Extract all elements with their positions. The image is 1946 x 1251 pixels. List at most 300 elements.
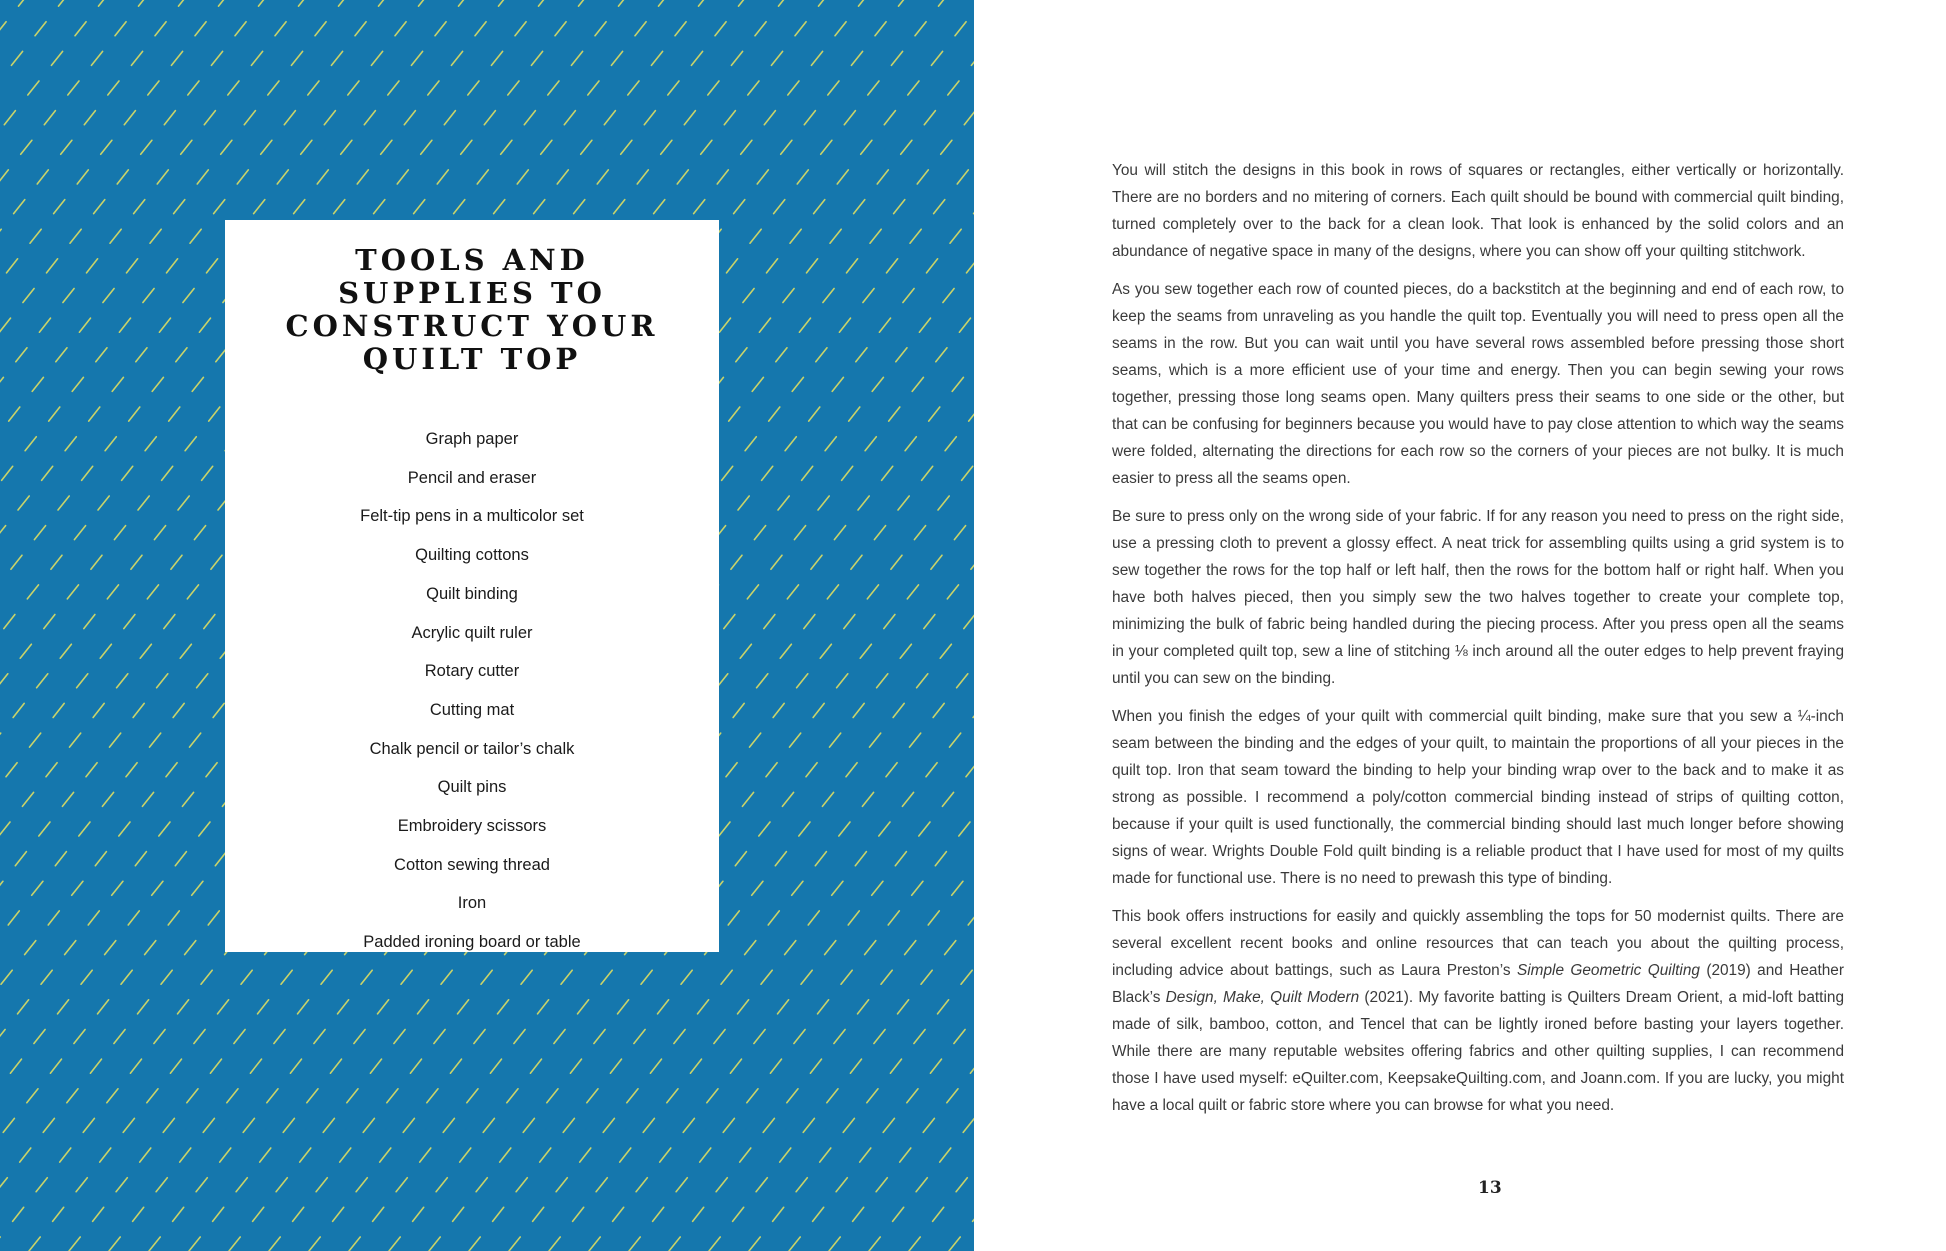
stitch-mark <box>797 674 808 688</box>
paragraph-text: This book offers instructions for easily and quickly assembling the tops for 50 modernist quilts. There are several excellent recent books and online resources that can teach you about the quilting process, including advice about battings, such as Laura Preston’s <box>1112 908 1844 979</box>
supply-item: Padded ironing board or table <box>363 933 581 952</box>
stitch-mark <box>637 170 648 184</box>
stitch-mark <box>959 318 970 332</box>
supply-item: Rotary cutter <box>424 662 520 681</box>
stitch-mark <box>691 51 702 65</box>
stitch-mark <box>196 1178 207 1192</box>
stitch-mark <box>574 200 585 214</box>
stitch-mark <box>126 763 137 777</box>
stitch-mark <box>148 81 159 95</box>
stitch-mark <box>643 1118 654 1132</box>
stitch-mark <box>589 1237 600 1251</box>
stitch-mark <box>348 81 359 95</box>
stitch-mark <box>588 81 599 95</box>
stitch-mark <box>7 259 18 273</box>
stitch-mark <box>235 22 246 36</box>
stitch-mark <box>274 1030 285 1044</box>
stitch-mark <box>173 1207 184 1221</box>
stitch-mark <box>134 200 145 214</box>
stitch-mark <box>524 111 535 125</box>
stitch-mark <box>124 111 135 125</box>
stitch-mark <box>849 407 860 421</box>
stitch-mark <box>766 763 777 777</box>
stitch-mark <box>540 1148 551 1162</box>
stitch-mark <box>119 822 130 836</box>
stitch-mark <box>142 792 153 806</box>
stitch-mark <box>877 674 888 688</box>
book-title: Simple Geometric Quilting <box>1516 962 1700 979</box>
supply-item: Graph paper <box>425 430 519 448</box>
stitch-mark <box>117 674 128 688</box>
stitch-mark <box>865 437 876 451</box>
stitch-mark <box>50 1059 61 1073</box>
stitch-mark <box>636 1178 647 1192</box>
stitch-mark <box>468 81 479 95</box>
stitch-mark <box>548 81 559 95</box>
stitch-mark <box>854 200 865 214</box>
stitch-mark <box>83 1118 94 1132</box>
stitch-mark <box>917 170 928 184</box>
stitch-mark <box>27 1089 38 1103</box>
stitch-mark <box>955 22 966 36</box>
stitch-mark <box>900 1148 911 1162</box>
stitch-mark <box>788 81 799 95</box>
supply-item: Quilt binding <box>426 584 518 603</box>
stitch-mark <box>388 81 399 95</box>
stitch-mark <box>938 1000 949 1014</box>
stitch-mark <box>839 822 850 836</box>
stitch-mark <box>11 555 22 569</box>
stitch-mark <box>779 0 790 6</box>
stitch-mark <box>661 140 672 154</box>
stitch-mark <box>717 170 728 184</box>
stitch-mark <box>23 289 34 303</box>
stitch-mark <box>538 1000 549 1014</box>
stitch-mark <box>818 496 829 510</box>
stitch-mark <box>95 852 106 866</box>
stitch-mark <box>587 1089 598 1103</box>
stitch-mark <box>171 555 182 569</box>
stitch-mark <box>869 1237 880 1251</box>
stitch-mark <box>523 1118 534 1132</box>
stitch-mark <box>604 111 615 125</box>
stitch-mark <box>394 1030 405 1044</box>
stitch-mark <box>276 1178 287 1192</box>
stitch-mark <box>910 229 921 243</box>
stitch-mark <box>107 1089 118 1103</box>
stitch-mark <box>699 0 710 6</box>
stitch-mark <box>195 22 206 36</box>
stitch-mark <box>776 348 787 362</box>
stitch-mark <box>90 1059 101 1073</box>
stitch-mark <box>738 496 749 510</box>
stitch-mark <box>851 555 862 569</box>
stitch-mark <box>211 555 222 569</box>
stitch-mark <box>127 259 138 273</box>
stitch-mark <box>813 1207 824 1221</box>
stitch-mark <box>309 1237 320 1251</box>
stitch-mark <box>930 1059 941 1073</box>
stitch-mark <box>792 377 803 391</box>
stitch-mark <box>667 1089 678 1103</box>
stitch-mark <box>474 1030 485 1044</box>
stitch-mark <box>905 941 916 955</box>
stitch-mark <box>816 348 827 362</box>
stitch-mark <box>863 289 874 303</box>
stitch-mark <box>93 1207 104 1221</box>
stitch-mark <box>333 1207 344 1221</box>
stitch-mark <box>961 970 972 984</box>
stitch-mark <box>307 1089 318 1103</box>
stitch-mark <box>451 51 462 65</box>
stitch-mark <box>467 1089 478 1103</box>
stitch-mark <box>211 51 222 65</box>
stitch-mark <box>957 170 968 184</box>
stitch-mark <box>895 852 906 866</box>
body-text <box>1112 157 1844 1130</box>
stitch-mark <box>105 941 116 955</box>
stitch-mark <box>573 1207 584 1221</box>
stitch-mark <box>135 852 146 866</box>
stitch-mark <box>787 585 798 599</box>
stitch-mark <box>89 407 100 421</box>
stitch-mark <box>185 941 196 955</box>
stitch-mark <box>355 22 366 36</box>
stitch-mark <box>0 229 1 243</box>
stitch-mark <box>740 1148 751 1162</box>
stitch-mark <box>461 140 472 154</box>
stitch-mark <box>745 437 756 451</box>
stitch-mark <box>950 229 961 243</box>
supply-item: Embroidery scissors <box>397 817 547 836</box>
stitch-mark <box>919 318 930 332</box>
page-number: 13 <box>1478 1178 1502 1198</box>
stitch-mark <box>156 1178 167 1192</box>
stitch-mark <box>9 407 20 421</box>
stitch-mark <box>443 1118 454 1132</box>
stitch-mark <box>716 1178 727 1192</box>
stitch-mark <box>59 0 70 6</box>
stitch-mark <box>860 1148 871 1162</box>
stitch-mark <box>731 51 742 65</box>
stitch-mark <box>173 703 184 717</box>
stitch-mark <box>924 615 935 629</box>
stitch-mark <box>825 941 836 955</box>
stitch-mark <box>858 1000 869 1014</box>
stitch-mark <box>46 763 57 777</box>
stitch-mark <box>749 1237 760 1251</box>
stitch-mark <box>218 1000 229 1014</box>
stitch-mark <box>37 170 48 184</box>
stitch-mark <box>818 1000 829 1014</box>
stitch-mark <box>768 911 779 925</box>
stitch-mark <box>941 140 952 154</box>
stitch-mark <box>133 1207 144 1221</box>
stitch-mark <box>338 1000 349 1014</box>
stitch-mark <box>827 585 838 599</box>
stitch-mark <box>84 111 95 125</box>
stitch-mark <box>952 377 963 391</box>
stitch-mark <box>715 22 726 36</box>
supply-item: Felt-tip pens in a multicolor set <box>360 507 584 526</box>
stitch-mark <box>227 1089 238 1103</box>
stitch-mark <box>500 1148 511 1162</box>
stitch-mark <box>733 1207 744 1221</box>
stitch-mark <box>707 1089 718 1103</box>
stitch-mark <box>434 1030 445 1044</box>
stitch-mark <box>547 1089 558 1103</box>
stitch-mark <box>531 51 542 65</box>
stitch-mark <box>53 703 64 717</box>
stitch-mark <box>25 941 36 955</box>
stitch-mark <box>411 51 422 65</box>
stitch-mark <box>441 970 452 984</box>
stitch-mark <box>323 1118 334 1132</box>
stitch-mark <box>199 822 210 836</box>
stitch-mark <box>754 1030 765 1044</box>
stitch-mark <box>724 615 735 629</box>
stitch-mark <box>20 644 31 658</box>
stitch-mark <box>933 703 944 717</box>
stitch-mark <box>561 970 572 984</box>
stitch-mark <box>324 111 335 125</box>
stitch-mark <box>556 1178 567 1192</box>
stitch-mark <box>742 792 753 806</box>
stitch-mark <box>901 140 912 154</box>
stitch-mark <box>74 1030 85 1044</box>
stitch-mark <box>30 733 41 747</box>
stitch-mark <box>735 852 746 866</box>
stitch-mark <box>53 1207 64 1221</box>
stitch-mark <box>619 0 630 6</box>
stitch-mark <box>747 585 758 599</box>
stitch-mark <box>924 111 935 125</box>
stitch-mark <box>298 1000 309 1014</box>
stitch-mark <box>79 822 90 836</box>
stitch-mark <box>917 674 928 688</box>
stitch-mark <box>719 822 730 836</box>
stitch-mark <box>206 763 217 777</box>
stitch-mark <box>945 437 956 451</box>
stitch-mark <box>87 259 98 273</box>
stitch-mark <box>891 555 902 569</box>
stitch-mark <box>799 822 810 836</box>
stitch-mark <box>813 703 824 717</box>
stitch-mark <box>460 1148 471 1162</box>
stitch-mark <box>237 170 248 184</box>
right-page <box>974 0 1946 1251</box>
stitch-mark <box>954 1030 965 1044</box>
stitch-mark <box>18 1000 29 1014</box>
stitch-mark <box>168 911 179 925</box>
stitch-mark <box>956 1178 967 1192</box>
stitch-mark <box>701 140 712 154</box>
stitch-mark <box>947 1089 958 1103</box>
stitch-mark <box>347 1089 358 1103</box>
stitch-mark <box>659 0 670 6</box>
stitch-mark <box>949 1237 960 1251</box>
stitch-mark <box>25 437 36 451</box>
stitch-mark <box>820 644 831 658</box>
stitch-mark <box>51 51 62 65</box>
stitch-mark <box>923 1118 934 1132</box>
stitch-mark <box>69 1237 80 1251</box>
stitch-mark <box>629 1237 640 1251</box>
stitch-mark <box>122 466 133 480</box>
stitch-mark <box>730 1059 741 1073</box>
stitch-mark <box>84 615 95 629</box>
stitch-mark <box>804 111 815 125</box>
stitch-mark <box>234 1030 245 1044</box>
stitch-mark <box>770 1059 781 1073</box>
stitch-mark <box>13 703 24 717</box>
stitch-mark <box>785 437 796 451</box>
stitch-mark <box>867 1089 878 1103</box>
stitch-mark <box>883 1118 894 1132</box>
stitch-mark <box>803 1118 814 1132</box>
stitch-mark <box>0 170 8 184</box>
stitch-mark <box>268 81 279 95</box>
stitch-mark <box>413 1207 424 1221</box>
stitch-mark <box>884 615 895 629</box>
stitch-mark <box>570 1059 581 1073</box>
stitch-mark <box>579 0 590 6</box>
stitch-mark <box>60 1148 71 1162</box>
stitch-mark <box>796 1178 807 1192</box>
stitch-mark <box>141 140 152 154</box>
stitch-mark <box>139 0 150 6</box>
stitch-mark <box>86 763 97 777</box>
supplies-box <box>225 220 719 952</box>
stitch-mark <box>533 1207 544 1221</box>
stitch-mark <box>180 1148 191 1162</box>
stitch-mark <box>862 792 873 806</box>
stitch-mark <box>858 496 869 510</box>
stitch-mark <box>171 51 182 65</box>
stitch-mark <box>853 1207 864 1221</box>
stitch-mark <box>755 22 766 36</box>
stitch-mark <box>91 51 102 65</box>
paragraph: Be sure to press only on the wrong side of your fabric. If for any reason you need to press on the right side, use a pressing cloth to prevent a glossy effect. A neat trick for assembling quilts using a grid system is to sew together the rows for the top half or left half, then the rows for the bottom half or right half. When you have both halves pieced, then you simply sew the two halves together to create your complete top, minimizing the bulk of fabric being handled during the piecing process. After you press open all the seams in your completed quilt top, sew a line of stitching ⅛ inch around all the outer edges to help prevent fraying until you can sew on the binding. <box>1112 508 1844 687</box>
stitch-mark <box>152 881 163 895</box>
stitch-mark <box>291 51 302 65</box>
stitch-mark <box>516 1178 527 1192</box>
paragraph: You will stitch the designs in this book in rows of squares or rectangles, either vertically or horizontally. There are no borders and no mitering of corners. Each quilt should be bound with commercial quilt binding, turned completely over to the back for a clean look. That look is enhanced by the solid colors and an abundance of negative space in many of the designs, where you can show off your quilting stitchwork. <box>1112 162 1844 260</box>
stitch-mark <box>708 81 719 95</box>
stitch-mark <box>131 51 142 65</box>
stitch-mark <box>763 1118 774 1132</box>
stitch-mark <box>931 555 942 569</box>
stitch-mark <box>775 852 786 866</box>
stitch-mark <box>44 615 55 629</box>
stitch-mark <box>843 1118 854 1132</box>
stitch-mark <box>93 703 104 717</box>
stitch-mark <box>507 1089 518 1103</box>
stitch-mark <box>161 970 172 984</box>
stitch-mark <box>202 466 213 480</box>
stitch-mark <box>381 140 392 154</box>
stitch-mark <box>47 259 58 273</box>
stitch-mark <box>102 792 113 806</box>
stitch-mark <box>179 0 190 6</box>
stitch-mark <box>658 1000 669 1014</box>
stitch-mark <box>197 674 208 688</box>
stitch-mark <box>210 1059 221 1073</box>
stitch-mark <box>39 822 50 836</box>
stitch-mark <box>107 585 118 599</box>
stitch-mark <box>884 111 895 125</box>
stitch-mark <box>48 911 59 925</box>
stitch-mark <box>850 1059 861 1073</box>
stitch-mark <box>356 1178 367 1192</box>
stitch-mark <box>674 1030 685 1044</box>
paragraph <box>1112 903 1844 1119</box>
stitch-mark <box>220 1148 231 1162</box>
stitch-mark <box>499 0 510 6</box>
stitch-mark <box>907 1089 918 1103</box>
stitch-mark <box>0 318 11 332</box>
stitch-mark <box>110 229 121 243</box>
stitch-mark <box>364 111 375 125</box>
stitch-mark <box>213 1207 224 1221</box>
stitch-mark <box>739 0 750 6</box>
supply-item: Chalk pencil or tailor’s chalk <box>369 739 575 758</box>
stitch-mark <box>16 348 27 362</box>
stitch-mark <box>934 200 945 214</box>
stitch-mark <box>603 1118 614 1132</box>
stitch-mark <box>133 703 144 717</box>
stitch-mark <box>534 200 545 214</box>
stitch-mark <box>363 1118 374 1132</box>
stitch-mark <box>150 733 161 747</box>
stitch-mark <box>203 1118 214 1132</box>
stitch-mark <box>109 1237 120 1251</box>
stitch-mark <box>752 881 763 895</box>
stitch-mark <box>914 1030 925 1044</box>
stitch-mark <box>693 1207 704 1221</box>
supply-item: Cutting mat <box>429 700 515 719</box>
stitch-mark <box>921 970 932 984</box>
stitch-mark <box>136 348 147 362</box>
stitch-mark <box>229 1237 240 1251</box>
stitch-mark <box>261 140 272 154</box>
stitch-mark <box>954 526 965 540</box>
stitch-mark <box>620 1148 631 1162</box>
stitch-mark <box>450 1059 461 1073</box>
stitch-mark <box>872 377 883 391</box>
stitch-mark <box>748 81 759 95</box>
stitch-mark <box>726 763 737 777</box>
stitch-mark <box>914 526 925 540</box>
stitch-mark <box>654 200 665 214</box>
stitch-mark <box>254 200 265 214</box>
stitch-mark <box>799 318 810 332</box>
stitch-mark <box>759 822 770 836</box>
stitch-mark <box>100 1148 111 1162</box>
stitch-mark <box>814 200 825 214</box>
stitch-mark <box>349 1237 360 1251</box>
stitch-mark <box>166 763 177 777</box>
stitch-mark <box>101 140 112 154</box>
stitch-mark <box>0 22 6 36</box>
stitch-mark <box>802 466 813 480</box>
stitch-mark <box>420 1148 431 1162</box>
stitch-mark <box>100 644 111 658</box>
stitch-mark <box>149 1237 160 1251</box>
stitch-mark <box>114 526 125 540</box>
stitch-mark <box>698 1000 709 1014</box>
supply-item: Pencil and eraser <box>407 468 537 487</box>
